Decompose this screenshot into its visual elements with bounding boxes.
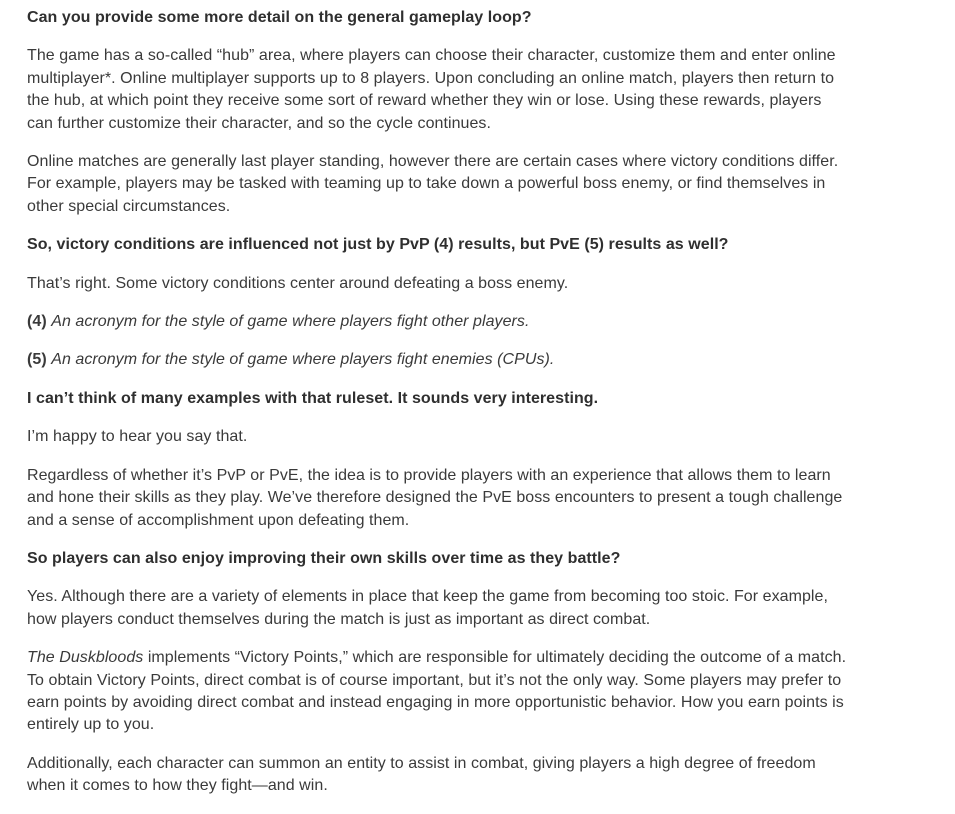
answer-paragraph-stoic: Yes. Although there are a variety of elements in place that keep the game from becoming too stoic. For example, how players conduct themselves during the match is just as important as direct combat. — [27, 588, 828, 628]
victory-points-text: implements “Victory Points,” which are responsible for ultimately deciding the outcome of a match. To obtain Victory Points, direct combat is of course important, but it’s not the only way. Some players may prefer to earn points by avoiding direct combat and instead engaging in more opportunistic behavior. How you earn points is entirely up to you. — [27, 649, 847, 734]
answer-paragraph-summon: Additionally, each character can summon an entity to assist in combat, giving players a high degree of freedom when it comes to how they fight—and win. — [27, 754, 816, 795]
interview-question-improving-skills: So players can also enjoy improving their own skills over time as they battle? — [27, 549, 621, 567]
footnote-4-number: (4) — [27, 313, 47, 331]
answer-paragraph-happy: I’m happy to hear you say that. — [27, 428, 248, 446]
footnote-4-text: An acronym for the style of game where players fight other players. — [51, 313, 530, 331]
article-body — [27, 7, 847, 814]
interview-question-ruleset: I can’t think of many examples with that ruleset. It sounds very interesting. — [27, 389, 599, 407]
answer-paragraph-boss: That’s right. Some victory conditions center around defeating a boss enemy. — [27, 274, 569, 292]
footnote-4 — [27, 311, 847, 333]
answer-paragraph-victory-points — [27, 647, 847, 737]
answer-paragraph-victory-conditions: Online matches are generally last player standing, however there are certain cases where victory conditions differ. For example, players may be tasked with teaming up to take down a powerful boss enemy, or find themselves in other special circumstances. — [27, 153, 839, 215]
interview-question-gameplay-loop: Can you provide some more detail on the general gameplay loop? — [27, 9, 532, 26]
footnote-5 — [27, 349, 847, 371]
answer-paragraph-skills: Regardless of whether it’s PvP or PvE, the idea is to provide players with an experience that allows them to learn and hone their skills as they play. We’ve therefore designed the PvE boss encounters to present a tough challenge and a sense of accomplishment upon defeating them. — [27, 466, 843, 529]
game-title: The Duskbloods — [27, 649, 144, 667]
answer-paragraph-hub: The game has a so-called “hub” area, where players can choose their character, customize them and enter online multiplayer*. Online multiplayer supports up to 8 players. Upon concluding an online match, players then return to the hub, at which point they receive some sort of reward whether they win or lose. Using these rewards, players can further customize their character, and so the cycle continues. — [27, 47, 836, 132]
interview-question-pvp-pve: So, victory conditions are influenced not just by PvP (4) results, but PvE (5) results as well? — [27, 236, 729, 254]
footnote-5-text: An acronym for the style of game where players fight enemies (CPUs). — [51, 351, 555, 369]
footnote-5-number: (5) — [27, 351, 47, 369]
